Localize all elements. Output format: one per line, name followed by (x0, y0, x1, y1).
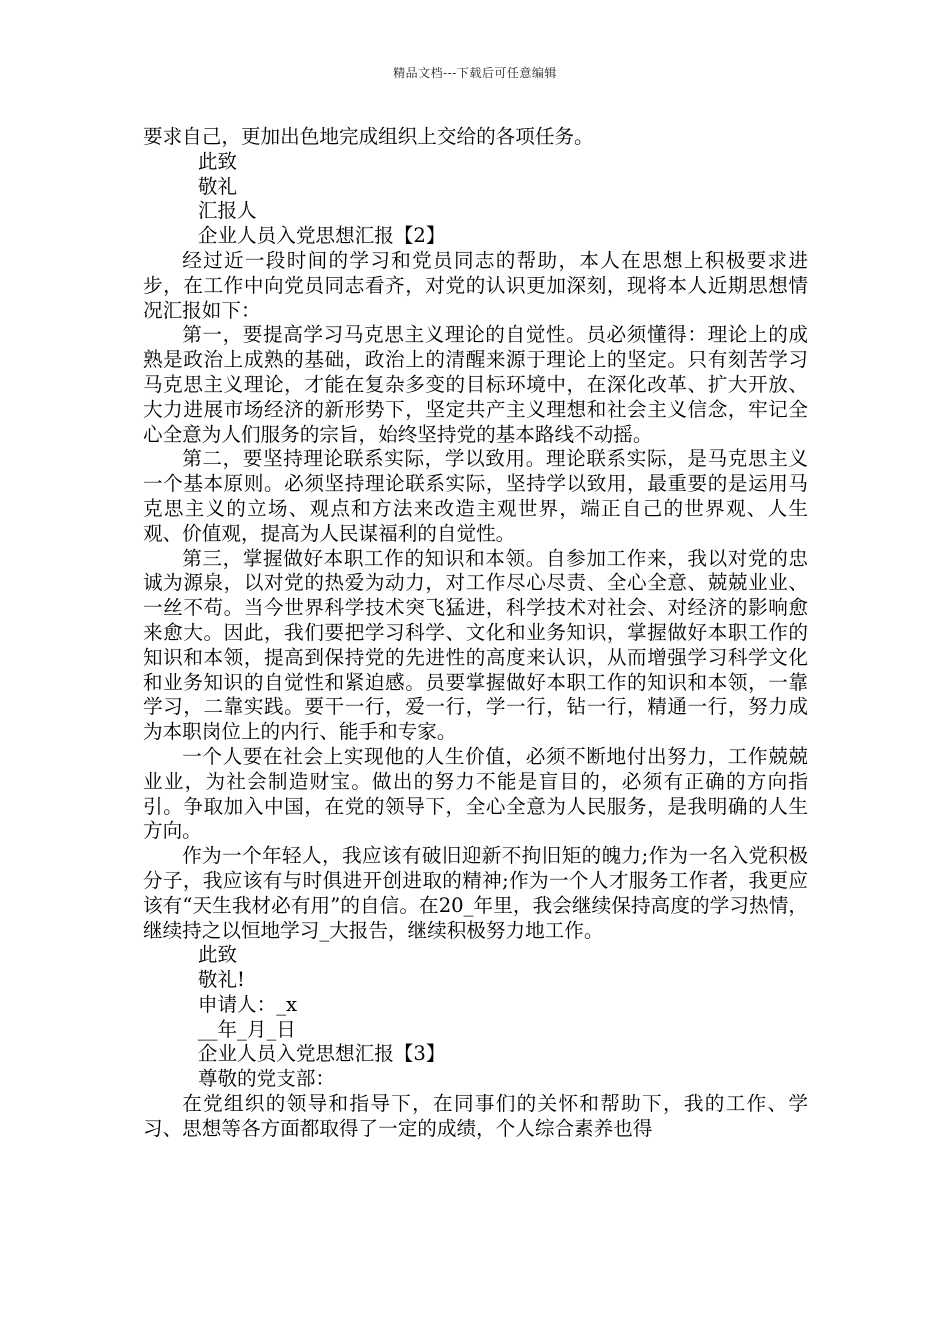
section-title: 企业人员入党思想汇报【3】 (197, 1042, 446, 1066)
date-line: __年_月_日 (197, 1017, 296, 1041)
paragraph: 在党组织的领导和指导下，在同事们的关怀和帮助下，我的工作、学习、思想等各方面都取得了一定的成绩，个人综合素养也得 (143, 1092, 808, 1140)
paragraph: 一个人要在社会上实现他的人生价值，必须不断地付出努力，工作兢兢业业，为社会制造财宝。做出的努力不能是盲目的，必须有正确的方向指引。争取加入中国，在党的领导下，全心全意为人民服务，是我明确的人生方向。 (143, 744, 808, 843)
paragraph: 经过近一段时间的学习和党员同志的帮助，本人在思想上积极要求进步，在工作中向党员同志看齐，对党的认识更加深刻，现将本人近期思想情况汇报如下： (143, 248, 808, 322)
closing-line: 此致 (197, 149, 238, 173)
document-body (143, 125, 808, 1142)
signature-line: 汇报人 (197, 199, 257, 223)
paragraph: 第一，要提高学习马克思主义理论的自觉性。员必须懂得：理论上的成熟是政治上成熟的基础，政治上的清醒来源于理论上的坚定。只有刻苦学习马克思主义理论，才能在复杂多变的目标环境中，在深化改革、扩大开放、大力进展市场经济的新形势下，坚定共产主义理想和社会主义信念，牢记全心全意为人们服务的宗旨，始终坚持党的基本路线不动摇。 (143, 323, 808, 446)
page-header: 精品文档---下载后可任意编辑 (393, 66, 557, 80)
paragraph: 要求自己，更加出色地完成组织上交给的各项任务。 (143, 125, 594, 148)
salutation-line: 尊敬的党支部： (197, 1067, 336, 1091)
signature-line: 申请人：_x (197, 992, 298, 1016)
paragraph: 作为一个年轻人，我应该有破旧迎新不拘旧矩的魄力;作为一名入党积极分子，我应该有与时俱进开创进取的精神;作为一个人才服务工作者，我更应该有“天生我材必有用”的自信。在20_年里，我会继续保持高度的学习热情，继续持之以恒地学习_大报告，继续积极努力地工作。 (143, 844, 808, 942)
closing-line: 敬礼 (197, 174, 238, 198)
closing-line: 敬礼! (197, 968, 245, 992)
paragraph: 第三，掌握做好本职工作的知识和本领。自参加工作来，我以对党的忠诚为源泉，以对党的热爱为动力，对工作尽心尽责、全心全意、兢兢业业、一丝不苟。当今世界科学技术突飞猛进，科学技术对社会、对经济的影响愈来愈大。因此，我们要把学习科学、文化和业务知识，掌握做好本职工作的知识和本领，提高到保持党的先进性的高度来认识，从而增强学习科学文化和业务知识的自觉性和紧迫感。员要掌握做好本职工作的知识和本领，一靠学习，二靠实践。要干一行，爱一行，学一行，钻一行，精通一行，努力成为本职岗位上的内行、能手和专家。 (143, 546, 808, 744)
section-title: 企业人员入党思想汇报【2】 (197, 224, 446, 248)
closing-line: 此致 (197, 943, 238, 967)
paragraph: 第二，要坚持理论联系实际，学以致用。理论联系实际，是马克思主义一个基本原则。必须坚持理论联系实际，坚持学以致用，最重要的是运用马克思主义的立场、观点和方法来改造主观世界，端正自己的世界观、人生观、价值观，提高为人民谋福利的自觉性。 (143, 447, 808, 545)
